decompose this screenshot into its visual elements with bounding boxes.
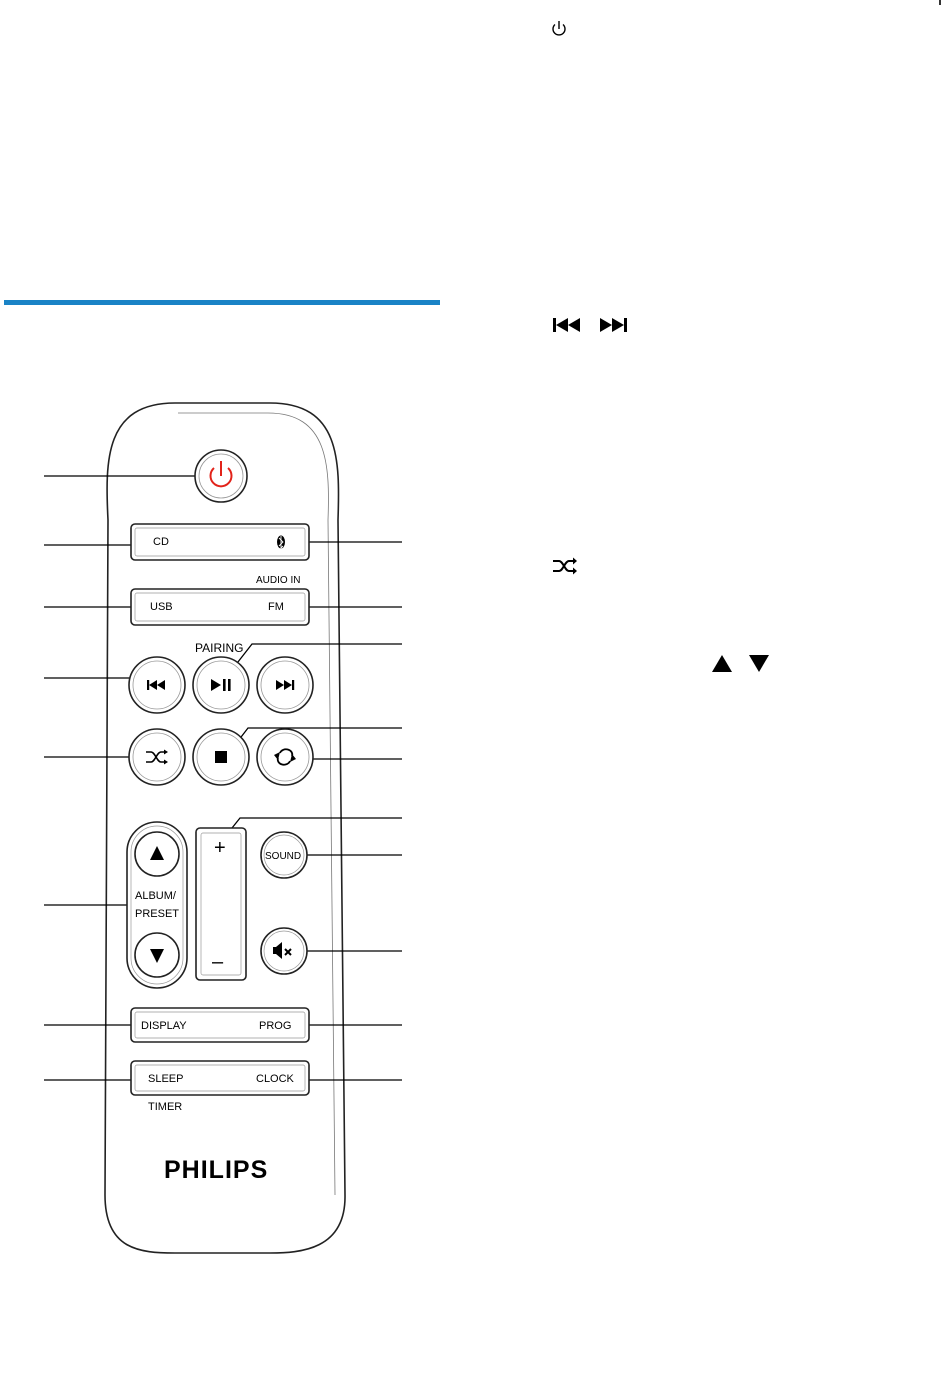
stop-icon	[215, 751, 227, 763]
repeat-button[interactable]	[257, 729, 313, 785]
stop-button[interactable]	[193, 729, 249, 785]
cd-bluetooth-button[interactable]	[131, 524, 309, 560]
volume-plus-label: +	[214, 837, 226, 859]
pairing-label: PAIRING	[195, 641, 244, 655]
fm-label: FM	[268, 601, 284, 613]
power-button[interactable]	[195, 450, 247, 502]
volume-minus-label: –	[212, 951, 224, 973]
sound-label: SOUND	[265, 851, 302, 862]
clock-label: CLOCK	[256, 1073, 294, 1085]
usb-fm-button[interactable]	[131, 589, 309, 625]
timer-label: TIMER	[148, 1101, 183, 1113]
sleep-label: SLEEP	[148, 1073, 184, 1085]
display-label: DISPLAY	[141, 1020, 187, 1032]
volume-rocker[interactable]	[196, 828, 246, 980]
sleep-clock-button[interactable]	[131, 1061, 309, 1095]
bluetooth-icon	[277, 536, 285, 549]
philips-logo: PHILIPS	[164, 1156, 269, 1184]
play-pause-button[interactable]	[193, 657, 249, 713]
cd-label: CD	[153, 536, 169, 548]
album-label: ALBUM/	[135, 890, 176, 902]
previous-button[interactable]	[129, 657, 185, 713]
sound-button[interactable]	[261, 832, 307, 878]
audio-in-label: AUDIO IN	[256, 575, 301, 586]
album-down-button[interactable]	[135, 933, 179, 977]
album-up-button[interactable]	[135, 832, 179, 876]
shuffle-button[interactable]	[129, 729, 185, 785]
usb-label: USB	[150, 601, 173, 613]
preset-label: PRESET	[135, 908, 180, 920]
mute-button[interactable]	[261, 928, 307, 974]
display-prog-button[interactable]	[131, 1008, 309, 1042]
prog-label: PROG	[259, 1020, 292, 1032]
next-button[interactable]	[257, 657, 313, 713]
